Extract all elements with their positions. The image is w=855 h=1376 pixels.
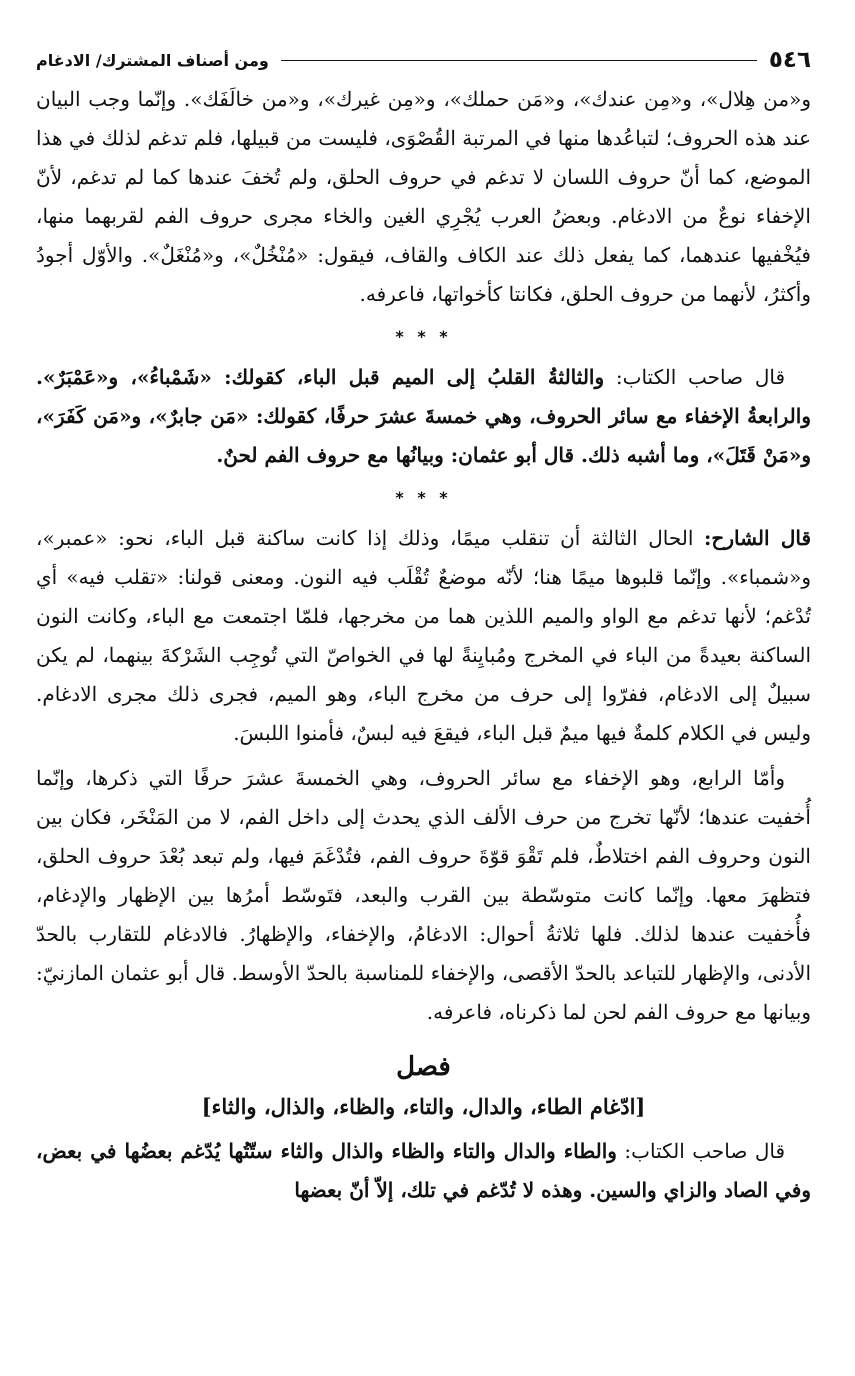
page-number: ٥٤٦ xyxy=(768,47,811,73)
author-quote-lead: قال صاحب الكتاب: xyxy=(615,365,786,389)
paragraph-continuation: و«من هِلال»، و«مِن عندك»، و«مَن حملك»، و«مِن غيرك»، و«من خالَفَك». وإنّما وجب البيان عند هذه الحروف؛ لتباعُدها منها في المرتبة القُصْوَى، فليست من قبيلها، فلم تدغم لذلك في هذا الموضع، كما أنّ حروف اللسان لا تدغم في حروف الحلق، ولم تُخفَ عندها كما لم تدغم، لأنّ الإخفاء نوعٌ من الادغام. وبعضُ العرب يُجْرِي الغين والخاء مجرى حروف الفم لقربهما منها، فيُخْفيها عندهما، كما يفعل ذلك عند الكاف والقاف، فيقول: «مُنْخُلٌ»، و«مُنْغَلٌ». والأوّل أجودُ وأكثرُ، لأنهما من حروف الحلق، فكانتا كأخواتها، فاعرفه. xyxy=(36,87,811,306)
running-title: ومن أصناف المشترك/ الادغام xyxy=(36,50,269,70)
commentary-paragraph xyxy=(36,519,811,753)
final-quote-text: والطاء والدال والتاء والظاء والذال والثاء ستّتُها يُدّغم بعضُها في بعض، وفي الصاد والزاي والسين. وهذه لا تُدّغم في تلك، إلاّ أنّ بعضها xyxy=(36,1139,811,1202)
section-subheading: [ادّغام الطاء، والدال، والتاء، والظاء، والذال، والثاء] xyxy=(201,1094,646,1119)
author-quote-paragraph xyxy=(36,358,811,475)
section-separator: * * * xyxy=(395,488,452,507)
commentary-paragraph-rabi: وأمّا الرابع، وهو الإخفاء مع سائر الحروف، وهي الخمسةَ عشرَ حرفًا التي ذكرها، وإنّما أُخفيت عندها؛ لأنّها تخرج من حرف الألف الذي يحدث إلى داخل الفم، لا من المَنْخَر، فكان بين النون وحروف الفم اختلاطٌ، فلم تَقْوَ قوّةَ حروف الفم، فتُدْغَمَ فيها، ولم تبعد بُعْدَ حروف الحلق، فتظهرَ معها. وإنّما كانت متوسّطة بين القرب والبعد، فتَوسّط أمرُها بين الإظهار والإدغام، فأُخفيت عندها لذلك. فلها ثلاثةُ أحوال: الادغامُ، والإخفاء، والإظهارُ. فالادغام للتقارب بالحدّ الأدنى، والإظهار للتباعد بالحدّ الأقصى، والإخفاء للمناسبة بالحدّ الأوسط. قال أبو عثمان المازنيّ: وبيانها مع حروف الفم لحن لما ذكرناه، فاعرفه. xyxy=(36,766,811,1024)
commentary-text: الحال الثالثة أن تنقلب ميمًا، وذلك إذا كانت ساكنة قبل الباء، نحو: «عمبر»، و«شمباء». وإنّما قلبوها ميمًا هنا؛ لأنّه موضعٌ تُقْلَب فيه النون. ومعنى قولنا: «تقلب فيه» أي تُدْغم؛ لأنها تدغم مع الواو والميم اللذين هما من مخرجها، فلمّا اجتمعت مع الباء، وكانت النون الساكنة بعيدةً من الباء في المخرج ومُبايِنةً لها في الخواصّ التي تُوجِب الشَرْكةَ بينهما، لم يكن سبيلٌ إلى الادغام، ففرّوا إلى حرف من مخرج الباء، وهو الميم، فجرى ذلك مجرى الادغام. وليس في الكلام كلمةٌ فيها ميمٌ قبل الباء، فيقعَ فيه لبسٌ، فأمنوا اللبسَ. xyxy=(36,526,811,745)
final-quote-paragraph xyxy=(36,1132,811,1210)
commentator-lead: قال الشارح: xyxy=(704,526,812,550)
running-header xyxy=(36,40,811,80)
author-quote-text: والثالثةُ القلبُ إلى الميم قبل الباء، كقولك: «شَمْباءُ»، و«عَمْبَرٌ». والرابعةُ الإخفاء مع سائر الحروف، وهي خمسةَ عشرَ حرفًا، كقولك: «مَن جابرٌ»، و«مَن كَفَرَ»، و«مَنْ قَتَلَ»، وما أشبه ذلك. قال أبو عثمان: وبيانُها مع حروف الفم لحنٌ. xyxy=(36,365,811,467)
section-heading: فصل xyxy=(396,1052,451,1082)
page-body xyxy=(36,80,811,1210)
header-rule xyxy=(281,60,757,61)
final-quote-lead: قال صاحب الكتاب: xyxy=(624,1139,786,1163)
section-separator: * * * xyxy=(395,327,452,346)
